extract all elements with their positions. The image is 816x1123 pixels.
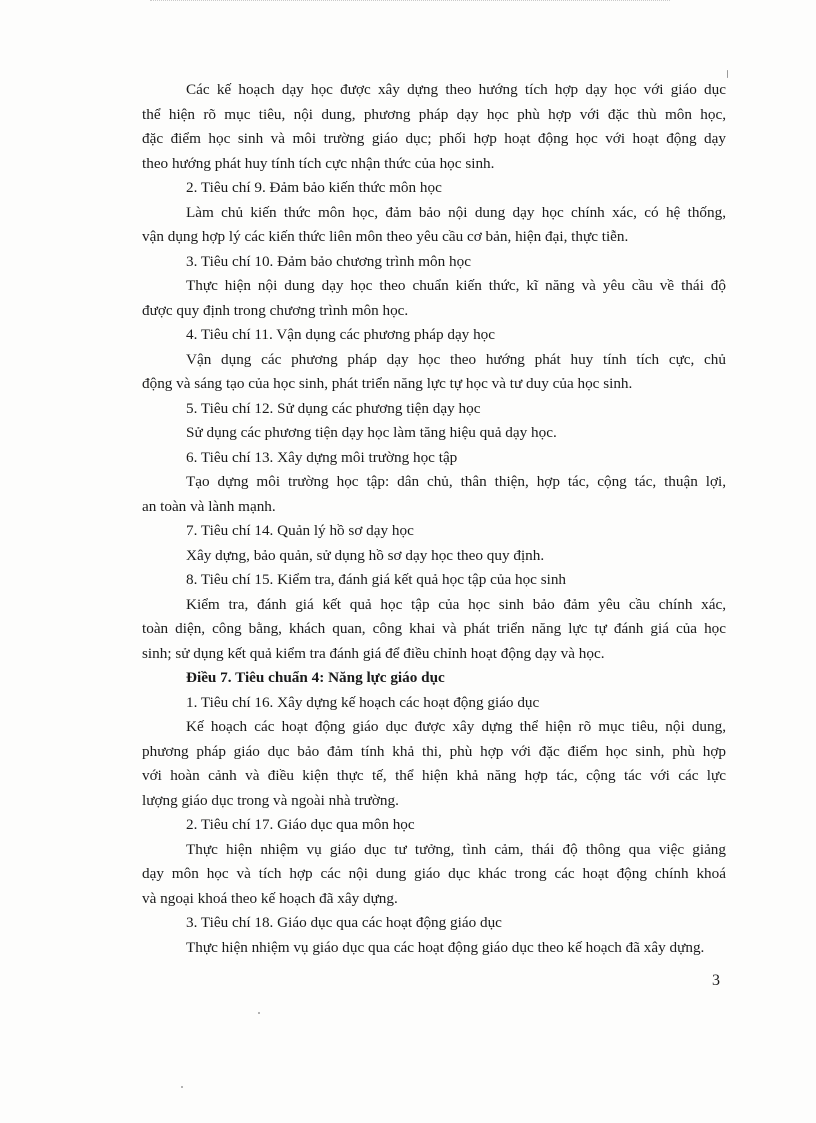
text-line: Sử dụng các phương tiện dạy học làm tăng hiệu quả dạy học.	[186, 424, 557, 441]
criterion-heading	[142, 397, 726, 422]
body-paragraph	[142, 838, 726, 912]
body-paragraph	[142, 201, 726, 250]
text-line: thể hiện rõ mục tiêu, nội dung, phương pháp dạy học phù hợp với đặc thù môn học,	[142, 105, 726, 123]
criterion-heading	[142, 323, 726, 348]
scan-edge-mark	[150, 0, 670, 7]
body-paragraph	[142, 544, 726, 569]
text-line: 4. Tiêu chí 11. Vận dụng các phương pháp dạy học	[186, 326, 495, 343]
text-line: đặc điểm học sinh và môi trường giáo dục; phối hợp hoạt động học với hoạt động dạy	[142, 130, 726, 147]
text-line: Điều 7. Tiêu chuẩn 4: Năng lực giáo dục	[186, 669, 445, 686]
scan-speck	[181, 1086, 183, 1088]
body-paragraph	[142, 936, 726, 961]
criterion-heading	[142, 568, 726, 593]
text-line: Thực hiện nhiệm vụ giáo dục tư tưởng, tình cảm, thái độ thông qua việc giảng	[186, 840, 726, 858]
criterion-heading	[142, 813, 726, 838]
scan-speck	[727, 70, 728, 78]
text-line: 7. Tiêu chí 14. Quản lý hồ sơ dạy học	[186, 522, 414, 539]
text-line: toàn diện, công bằng, khách quan, công khai và phát triển năng lực tự đánh giá của học	[142, 620, 726, 637]
text-line: 3. Tiêu chí 10. Đảm bảo chương trình môn học	[186, 252, 471, 270]
text-line: 2. Tiêu chí 9. Đảm bảo kiến thức môn học	[186, 179, 442, 196]
text-line: được quy định trong chương trình môn học.	[142, 301, 409, 319]
text-line: 1. Tiêu chí 16. Xây dựng kế hoạch các hoạt động giáo dục	[186, 693, 540, 711]
text-line: Các kế hoạch dạy học được xây dựng theo hướng tích hợp dạy học với giáo dục	[186, 81, 726, 98]
text-line: dạy môn học và tích hợp các nội dung giáo dục khác trong các hoạt động chính khoá	[142, 865, 726, 882]
text-line: Kiểm tra, đánh giá kết quả học tập của học sinh bảo đảm yêu cầu chính xác,	[186, 595, 726, 613]
text-line: lượng giáo dục trong và ngoài nhà trường.	[142, 791, 399, 809]
criterion-heading	[142, 519, 726, 544]
text-line: Thực hiện nhiệm vụ giáo dục qua các hoạt động giáo dục theo kế hoạch đã xây dựng.	[186, 938, 705, 956]
text-line: động và sáng tạo của học sinh, phát triển năng lực tự học và tư duy của học sinh.	[142, 375, 633, 392]
text-line: 2. Tiêu chí 17. Giáo dục qua môn học	[186, 816, 415, 833]
text-line: Tạo dựng môi trường học tập: dân chủ, thân thiện, hợp tác, cộng tác, thuận lợi,	[186, 473, 726, 490]
text-line: sinh; sử dụng kết quả kiểm tra đánh giá để điều chỉnh hoạt động dạy và học.	[142, 644, 605, 662]
body-paragraph	[142, 348, 726, 397]
text-line: Thực hiện nội dung dạy học theo chuẩn kiến thức, kĩ năng và yêu cầu về thái độ	[186, 277, 726, 294]
text-line: an toàn và lành mạnh.	[142, 497, 276, 515]
document-body	[142, 78, 726, 960]
body-paragraph	[142, 470, 726, 519]
section-heading	[142, 666, 726, 691]
text-line: vận dụng hợp lý các kiến thức liên môn theo yêu cầu cơ bản, hiện đại, thực tiễn.	[142, 228, 629, 245]
text-line: Kế hoạch các hoạt động giáo dục được xây dựng thể hiện rõ mục tiêu, nội dung,	[186, 718, 726, 735]
page-number: 3	[712, 972, 720, 989]
text-line: 6. Tiêu chí 13. Xây dựng môi trường học tập	[186, 448, 458, 466]
text-line: 8. Tiêu chí 15. Kiểm tra, đánh giá kết quả học tập của học sinh	[186, 571, 567, 588]
text-line: Xây dựng, bảo quản, sử dụng hồ sơ dạy học theo quy định.	[186, 546, 545, 564]
body-paragraph	[142, 78, 726, 176]
criterion-heading	[142, 911, 726, 936]
text-line: theo hướng phát huy tính tích cực nhận thức của học sinh.	[142, 154, 495, 172]
text-line: Vận dụng các phương pháp dạy học theo hướng phát huy tính tích cực, chủ	[186, 350, 726, 368]
text-line: 3. Tiêu chí 18. Giáo dục qua các hoạt động giáo dục	[186, 914, 502, 931]
text-line: Làm chủ kiến thức môn học, đảm bảo nội dung dạy học chính xác, có hệ thống,	[186, 203, 726, 221]
body-paragraph	[142, 715, 726, 813]
criterion-heading	[142, 250, 726, 275]
criterion-heading	[142, 446, 726, 471]
scan-speck	[258, 1012, 260, 1014]
criterion-heading	[142, 176, 726, 201]
body-paragraph	[142, 274, 726, 323]
text-line: phương pháp giáo dục bảo đảm tính khả thi, phù hợp với đặc điểm học sinh, phù hợp	[142, 742, 726, 760]
text-line: và ngoại khoá theo kế hoạch đã xây dựng.	[142, 889, 398, 907]
text-line: với hoàn cảnh và điều kiện thực tế, thể hiện khả năng hợp tác, cộng tác với các lực	[142, 767, 726, 784]
criterion-heading	[142, 691, 726, 716]
body-paragraph	[142, 593, 726, 667]
text-line: 5. Tiêu chí 12. Sử dụng các phương tiện dạy học	[186, 399, 481, 417]
body-paragraph	[142, 421, 726, 446]
